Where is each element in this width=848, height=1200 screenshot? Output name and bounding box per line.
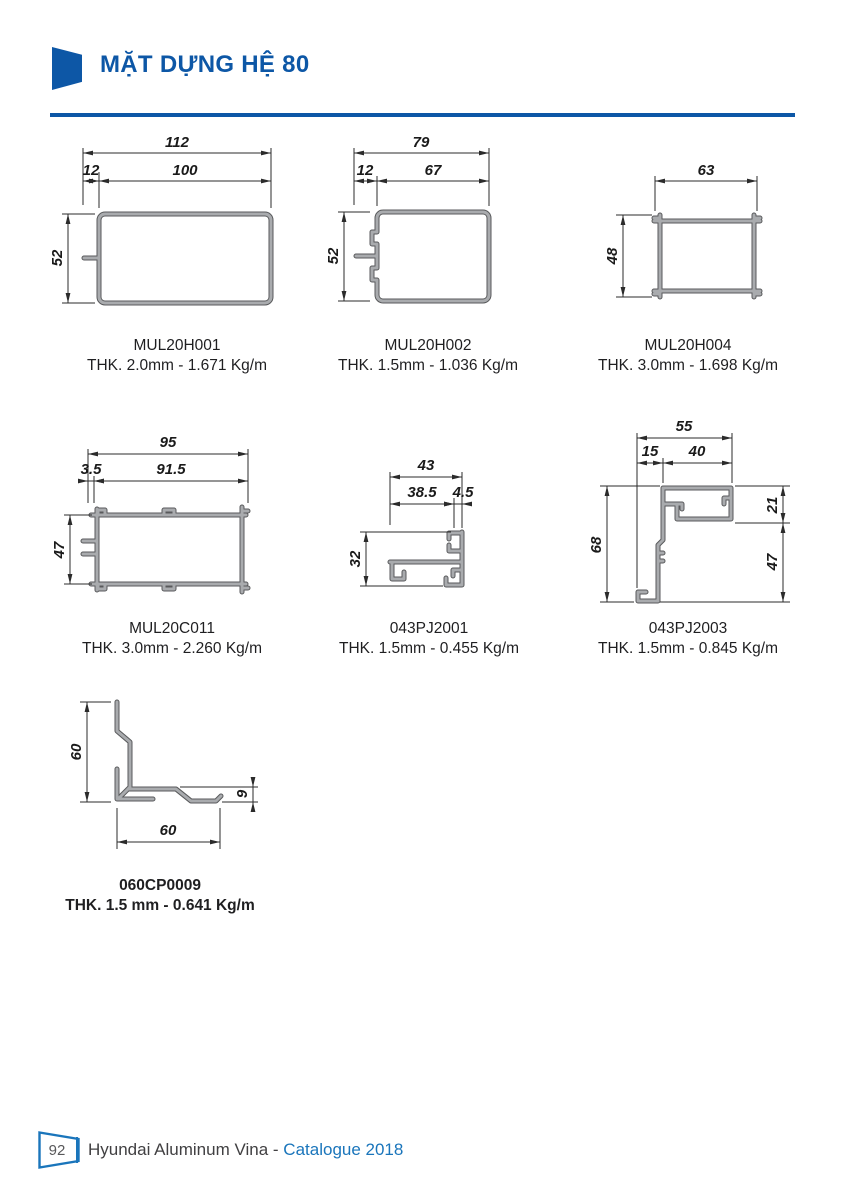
dim-label: 38.5 xyxy=(407,484,437,501)
dim-label: 112 xyxy=(165,134,189,151)
profile-060cp0009 xyxy=(68,702,258,849)
profile-caption xyxy=(299,619,559,659)
dim-label: 3.5 xyxy=(80,461,102,478)
dim-label: 32 xyxy=(347,550,364,568)
profile-code: 060CP0009 xyxy=(119,877,201,894)
dim-label: 12 xyxy=(82,162,100,179)
profile-spec: THK. 1.5mm - 1.036 Kg/m xyxy=(337,357,519,374)
profile-caption xyxy=(298,336,558,376)
profile-spec: THK. 2.0mm - 1.671 Kg/m xyxy=(86,357,268,374)
dim-label: 15 xyxy=(641,443,659,460)
profile-code: MUL20H002 xyxy=(384,337,472,354)
profile-spec: THK. 3.0mm - 2.260 Kg/m xyxy=(81,640,263,657)
profile-caption xyxy=(30,876,290,916)
cross-section xyxy=(638,488,731,601)
profile-spec: THK. 1.5mm - 0.845 Kg/m xyxy=(597,640,779,657)
dim-label: 68 xyxy=(588,536,605,554)
dim-label: 95 xyxy=(159,434,177,451)
cross-section xyxy=(84,214,271,303)
profile-mul20c011 xyxy=(51,434,248,592)
footer-brand: Hyundai Aluminum Vina - xyxy=(88,1140,284,1159)
profile-code: MUL20H004 xyxy=(644,337,732,354)
profile-caption xyxy=(558,336,818,376)
profile-mul20h004 xyxy=(604,162,760,297)
dim-label: 43 xyxy=(417,457,435,474)
profile-code: MUL20C011 xyxy=(129,620,215,637)
dim-label: 21 xyxy=(764,496,781,514)
profile-043pj2003 xyxy=(588,418,790,602)
profile-code: 043PJ2003 xyxy=(648,620,728,637)
dim-label: 48 xyxy=(604,247,621,265)
cross-section xyxy=(117,702,221,801)
dim-label: 12 xyxy=(356,162,374,179)
profile-mul20h001 xyxy=(49,134,271,303)
cross-section xyxy=(356,212,489,301)
dim-label: 47 xyxy=(764,553,781,571)
dimension-lines xyxy=(616,176,757,297)
page-number-badge xyxy=(38,1131,80,1169)
profile-caption xyxy=(47,336,307,376)
dim-label: 47 xyxy=(51,541,68,559)
dim-label: 52 xyxy=(325,247,342,265)
dim-label: 52 xyxy=(49,249,66,267)
profile-spec: THK. 1.5mm - 0.455 Kg/m xyxy=(338,640,520,657)
cross-section xyxy=(390,532,462,585)
dim-label: 67 xyxy=(424,162,442,179)
profile-caption xyxy=(558,619,818,659)
profile-caption xyxy=(42,619,302,659)
dim-label: 60 xyxy=(68,743,85,761)
profile-spec: THK. 1.5 mm - 0.641 Kg/m xyxy=(65,897,255,914)
profile-code: 043PJ2001 xyxy=(389,620,469,637)
dim-label: 100 xyxy=(172,162,198,179)
dim-label: 40 xyxy=(688,443,706,460)
dim-label: 9 xyxy=(234,789,251,799)
profile-spec: THK. 3.0mm - 1.698 Kg/m xyxy=(597,357,779,374)
profile-043pj2001 xyxy=(347,457,474,586)
profile-code: MUL20H001 xyxy=(133,337,221,354)
page-number: 92 xyxy=(48,1142,66,1159)
dim-label: 91.5 xyxy=(156,461,186,478)
footer-separator xyxy=(76,1137,78,1163)
footer-text xyxy=(88,1140,403,1160)
dim-label: 60 xyxy=(159,822,177,839)
dim-label: 55 xyxy=(675,418,693,435)
dim-label: 79 xyxy=(412,134,430,151)
cross-section xyxy=(83,507,248,592)
dim-label: 63 xyxy=(697,162,715,179)
profile-mul20h002 xyxy=(325,134,489,301)
dim-label: 4.5 xyxy=(452,484,474,501)
cross-section xyxy=(654,215,760,297)
footer-catalogue: Catalogue 2018 xyxy=(283,1140,404,1159)
page-title: MẶT DỰNG HỆ 80 xyxy=(100,51,310,78)
